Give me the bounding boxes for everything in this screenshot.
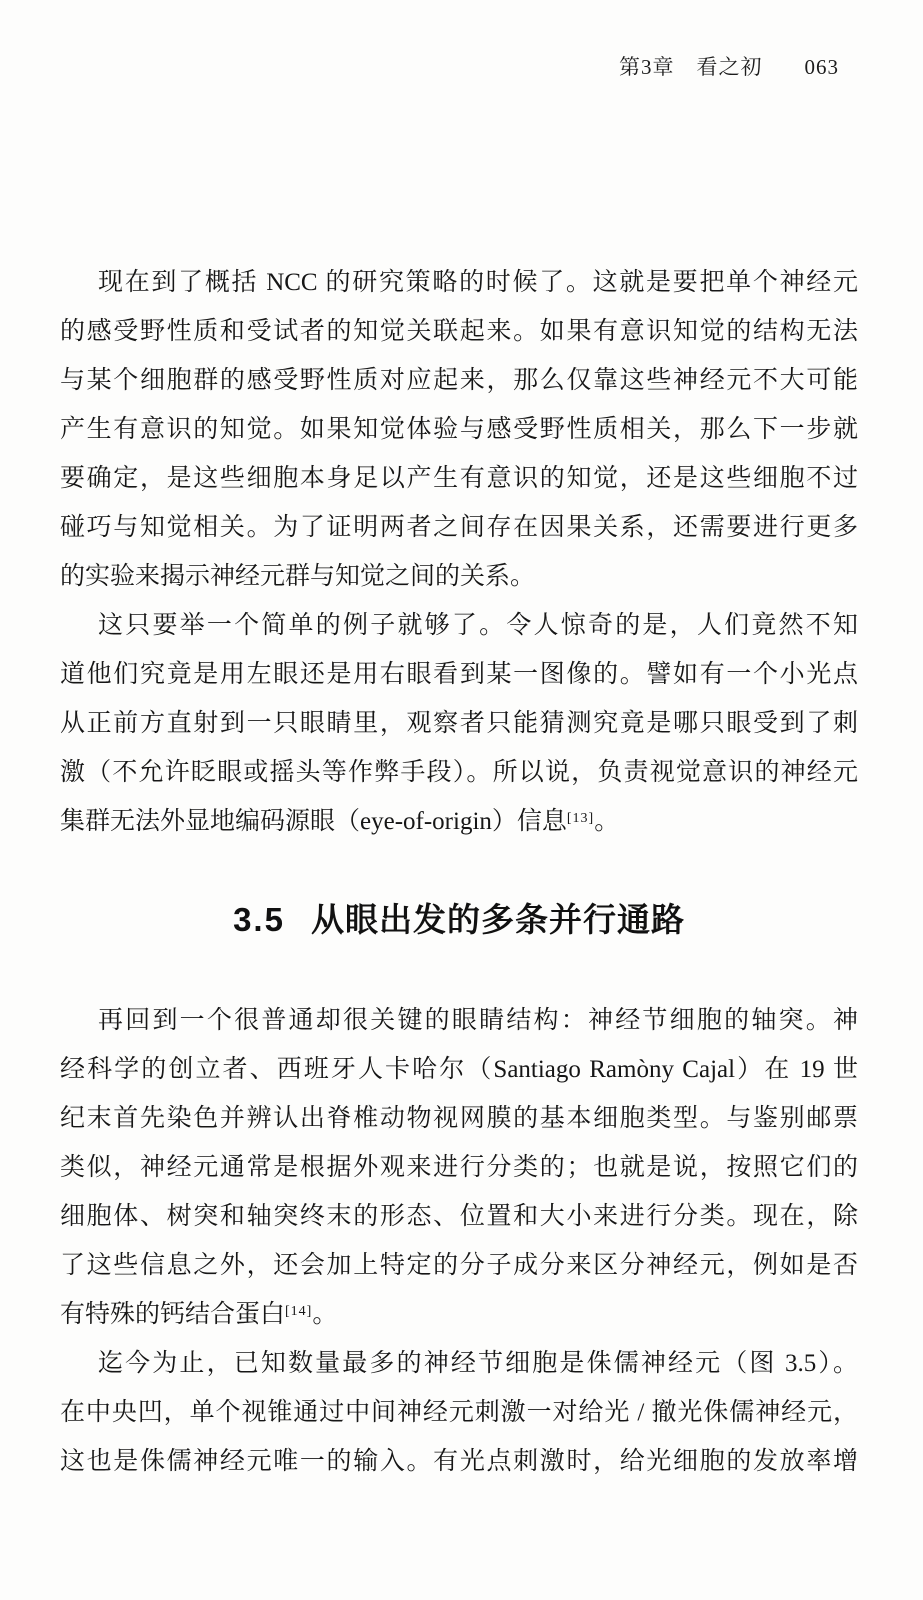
text-line: 细胞体、树突和轴突终末的形态、位置和大小来进行分类。现在，除: [60, 1203, 858, 1230]
section-number: 3.5: [233, 901, 285, 938]
text-line: 经科学的创立者、西班牙人卡哈尔（Santiago Ramòny Cajal）在 19 世: [60, 1056, 858, 1083]
text-line: 碰巧与知觉相关。为了证明两者之间存在因果关系，还需要进行更多: [60, 514, 858, 541]
text-line: 现在到了概括 NCC 的研究策略的时候了。这就是要把单个神经元: [98, 269, 858, 296]
text-line: 要确定，是这些细胞本身足以产生有意识的知觉，还是这些细胞不过: [60, 465, 858, 492]
text-line: 产生有意识的知觉。如果知觉体验与感受野性质相关，那么下一步就: [60, 416, 858, 443]
text-line: 与某个细胞群的感受野性质对应起来，那么仅靠这些神经元不大可能: [60, 367, 858, 394]
page-body: [0, 258, 923, 1486]
text-line: 类似，神经元通常是根据外观来进行分类的；也就是说，按照它们的: [60, 1154, 858, 1181]
paragraph-group-top: [60, 258, 858, 846]
text-line: 道他们究竟是用左眼还是用右眼看到某一图像的。譬如有一个小光点: [60, 661, 858, 688]
section-heading: [60, 892, 858, 948]
text-line: 的实验来揭示神经元群与知觉之间的关系。: [60, 563, 536, 590]
text-line: 在中央凹，单个视锥通过中间神经元刺激一对给光 / 撤光侏儒神经元，: [60, 1399, 858, 1426]
text-line: 激（不允许眨眼或摇头等作弊手段）。所以说，负责视觉意识的神经元: [60, 759, 858, 786]
paragraph: [60, 258, 858, 601]
paragraph: [60, 996, 858, 1339]
text-line: 再回到一个很普通却很关键的眼睛结构：神经节细胞的轴突。神: [98, 1007, 858, 1034]
paragraph: [60, 1339, 858, 1486]
text-line: 的感受野性质和受试者的知觉关联起来。如果有意识知觉的结构无法: [60, 318, 858, 345]
section-title: 从眼出发的多条并行通路: [310, 901, 685, 938]
text-line: 迄今为止，已知数量最多的神经节细胞是侏儒神经元（图 3.5）。: [98, 1350, 858, 1377]
running-header: [0, 0, 923, 79]
paragraph-group-bottom: [60, 996, 858, 1486]
text-line: 了这些信息之外，还会加上特定的分子成分来区分神经元，例如是否: [60, 1252, 858, 1279]
chapter-title: 第3章 看之初: [619, 55, 763, 79]
footnote-ref: [14]: [285, 1304, 313, 1319]
text-line: 这只要举一个简单的例子就够了。令人惊奇的是，人们竟然不知: [98, 612, 858, 639]
page-number: 063: [804, 55, 839, 79]
text-line: 集群无法外显地编码源眼（eye-of-origin）信息[13]。: [60, 808, 620, 835]
text-line: 纪末首先染色并辨认出脊椎动物视网膜的基本细胞类型。与鉴别邮票: [60, 1105, 858, 1132]
text-line: 有特殊的钙结合蛋白[14]。: [60, 1301, 338, 1328]
text-line: 这也是侏儒神经元唯一的输入。有光点刺激时，给光细胞的发放率增: [60, 1448, 858, 1475]
footnote-ref: [13]: [566, 811, 595, 826]
paragraph: [60, 601, 858, 846]
text-line: 从正前方直射到一只眼睛里，观察者只能猜测究竟是哪只眼受到了刺: [60, 710, 858, 737]
